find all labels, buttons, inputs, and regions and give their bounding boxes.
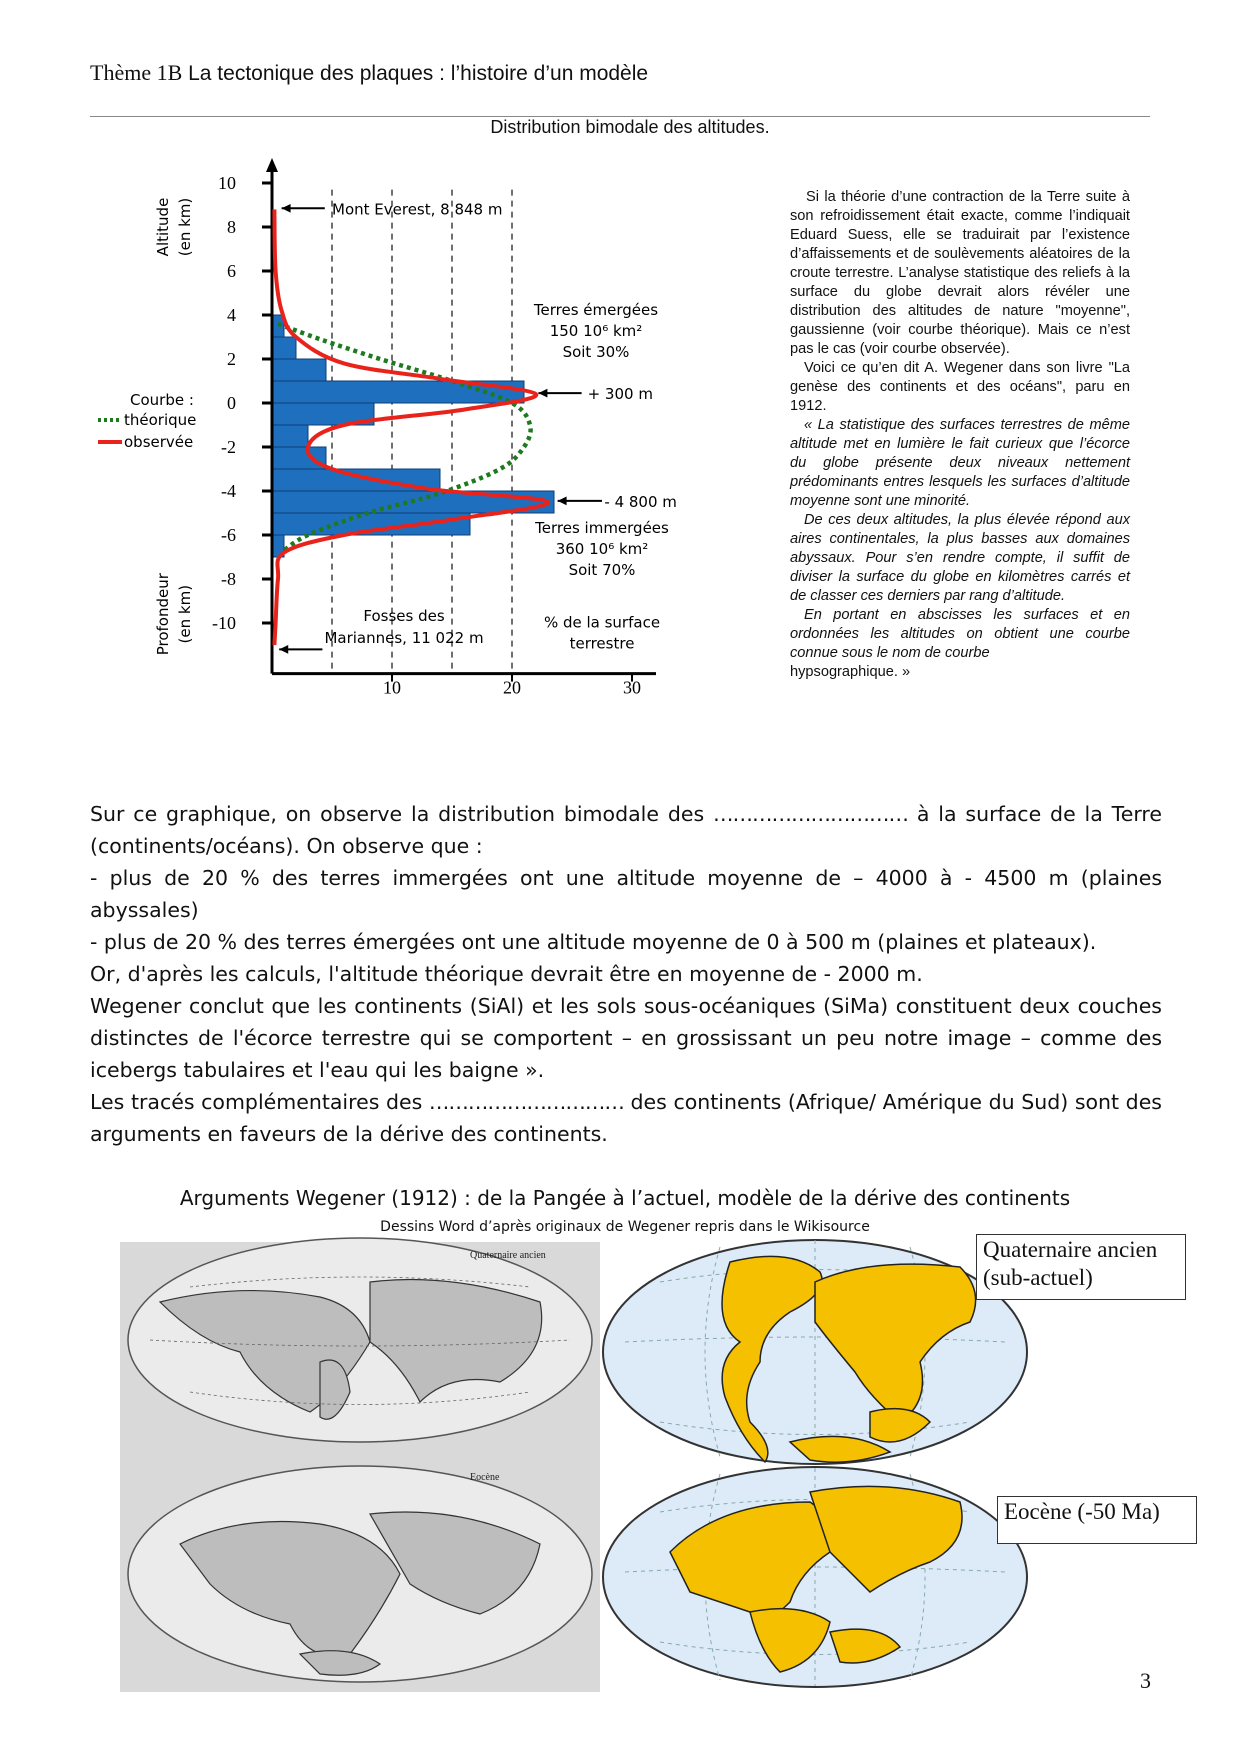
land-label: Soit 30% [562,343,630,361]
body-text [90,798,1162,1150]
y-tick-label: 10 [218,173,236,193]
chart-title: Distribution bimodale des altitudes. [490,117,770,137]
body-text-span: à la surface de la Terre (continents/océans). On observe que : [90,802,1162,858]
chart-y-ticks [212,173,272,633]
body-paragraph: Wegener conclut que les continents (SiAl) et les sols sous-océaniques (SiMa) constituent deux couches distinctes de l'écorce terrestre qui se comportent – en grossissant un peu notre image – comme des icebergs tabulaires et l'eau qui les baigne ». [90,994,1162,1082]
page-number: 3 [1140,1668,1151,1693]
histogram-bar [272,425,308,447]
label-line: Eocène (-50 Ma) [1004,1499,1160,1524]
wegener-quote [790,188,1130,682]
y-axis-altitude-label: (en km) [176,197,194,257]
legend-title: Courbe : [130,391,194,409]
mariana-label: Fosses des [363,606,445,625]
label-line: (sub-actuel) [983,1265,1093,1290]
y-tick-label: 0 [227,393,236,413]
y-tick-label: 6 [227,261,236,281]
wegener-original-maps [120,1242,600,1692]
arguments-title: Arguments Wegener (1912) : de la Pangée à l’actuel, modèle de la dérive des continents [179,1186,1071,1210]
y-tick-label: 4 [227,305,236,325]
legend-observed-label: observée [124,433,194,451]
x-tick-label: 20 [503,677,521,698]
histogram-bar [272,359,326,381]
body-paragraph [90,798,1162,862]
y-tick-label: 8 [227,217,236,237]
theme-label: Thème 1B [90,60,183,85]
map-quaternary-colored [603,1240,1027,1464]
histogram-bar [272,447,326,469]
sea-label: 360 10⁶ km² [555,539,649,558]
y-axis-altitude-label: Altitude [154,197,172,257]
body-paragraph: - plus de 20 % des terres immergées ont une altitude moyenne de – 4000 à - 4500 m (plaines abyssales) [90,866,1162,922]
label-line: Quaternaire ancien [983,1237,1158,1262]
quote-paragraph: De ces deux altitudes, la plus élevée répond aux aires continentales, la plus basses aux domaines abyssaux. Pour s’en rendre compte, il suffit de diviser la surface du globe en kilomètres carrés et de classer ces derniers par rang d’altitude. [790,512,1130,604]
plus300-label: + 300 m [587,385,653,404]
label-quaternary [976,1234,1186,1300]
body-text-span: Sur ce graphique, on observe la distribution bimodale des [90,802,705,826]
header-title: La tectonique des plaques : l’histoire d’un modèle [188,62,649,85]
y-tick-label: 2 [227,349,236,369]
chart-annotations [98,198,677,656]
quote-paragraph: Si la théorie d’une contraction de la Terre suite à son refroidissement était exacte, comme l’indiquait Eduard Suess, elle se traduirait par l’existence d’affaissements et de soulèvements aléatoires de la croute terrestre. L’analyse statistique des reliefs à la surface du globe devrait alors révéler une distribution des altitudes de nature "moyenne", gaussienne (voir courbe théorique). Mais ce n’est pas le cas (voir courbe observée). [790,189,1130,357]
label-eocene [997,1496,1197,1544]
mariana-label: Mariannes, 11 022 m [324,628,484,647]
map1-caption: Quaternaire ancien [470,1250,546,1261]
sea-label: Terres immergées [535,518,669,537]
quote-paragraph: En portant en abscisses les surfaces et en ordonnées les altitudes on obtient une courbe connue sous le nom de courbe [790,607,1130,661]
y-axis-depth-label: (en km) [176,584,194,644]
y-tick-label: -4 [221,481,236,501]
map2-caption: Eocène [470,1472,500,1483]
body-paragraph: - plus de 20 % des terres émergées ont une altitude moyenne de 0 à 500 m (plaines et plateaux). [90,930,1097,954]
everest-arrow-head [282,204,291,213]
fill-in-blank[interactable]: ………………………… [713,802,908,826]
body-text-span: Les tracés complémentaires des [90,1090,423,1114]
body-paragraph: Or, d'après les calculs, l'altitude théorique devrait être en moyenne de - 2000 m. [90,962,923,986]
fill-in-blank[interactable]: ………………………… [428,1090,624,1114]
everest-label: Mont Everest, 8 848 m [332,200,503,219]
wegener-colored-maps [600,1222,1040,1692]
x-tick-label: 30 [623,677,641,698]
map-eocene-original [128,1466,592,1682]
x-axis-label: terrestre [569,634,635,653]
chart-x-ticks [383,674,641,698]
y-tick-label: -6 [221,525,236,545]
mariana-arrow-head [279,645,288,654]
page-header [90,60,648,86]
land-label: 150 10⁶ km² [549,322,643,340]
sea-label: Soit 70% [568,560,636,579]
minus4800-label: - 4 800 m [604,492,677,511]
y-axis-arrow [266,158,278,172]
chart-gridlines [332,190,512,672]
minus4800-arrow-head [558,497,567,506]
y-tick-label: -2 [221,437,236,457]
map-eocene-colored [603,1467,1027,1687]
y-axis-depth-label: Profondeur [154,573,172,656]
map-quaternary-original [128,1238,592,1442]
body-paragraph [90,1086,1162,1150]
quote-paragraph: Voici ce qu’en dit A. Wegener dans son livre "La genèse des continents et des océans", paru en 1912. [790,360,1130,414]
body-text-span: des continents (Afrique/ Amérique du Sud) sont des arguments en faveurs de la dérive des continents. [90,1090,1162,1146]
quote-paragraph: « La statistique des surfaces terrestres de même altitude met en lumière le fait curieux que l’écorce du globe présente deux niveaux nettement prédominants entres lesquels les surfaces d’altitude moyenne sont une minorité. [790,417,1130,509]
y-tick-label: -8 [221,569,236,589]
x-axis-label: % de la surface [543,613,661,632]
arguments-subtitle: Dessins Word d’après originaux de Wegener repris dans le Wikisource [380,1219,870,1235]
histogram-bar [272,337,296,359]
x-tick-label: 10 [383,677,401,698]
altitude-distribution-chart [124,173,780,780]
y-tick-label: -10 [212,613,236,633]
quote-paragraph: hypsographique. » [790,664,911,680]
legend-theoretical-label: théorique [124,411,197,429]
land-label: Terres émergées [533,301,659,319]
observed-curve [274,209,548,645]
plus300-arrow-head [538,389,547,398]
